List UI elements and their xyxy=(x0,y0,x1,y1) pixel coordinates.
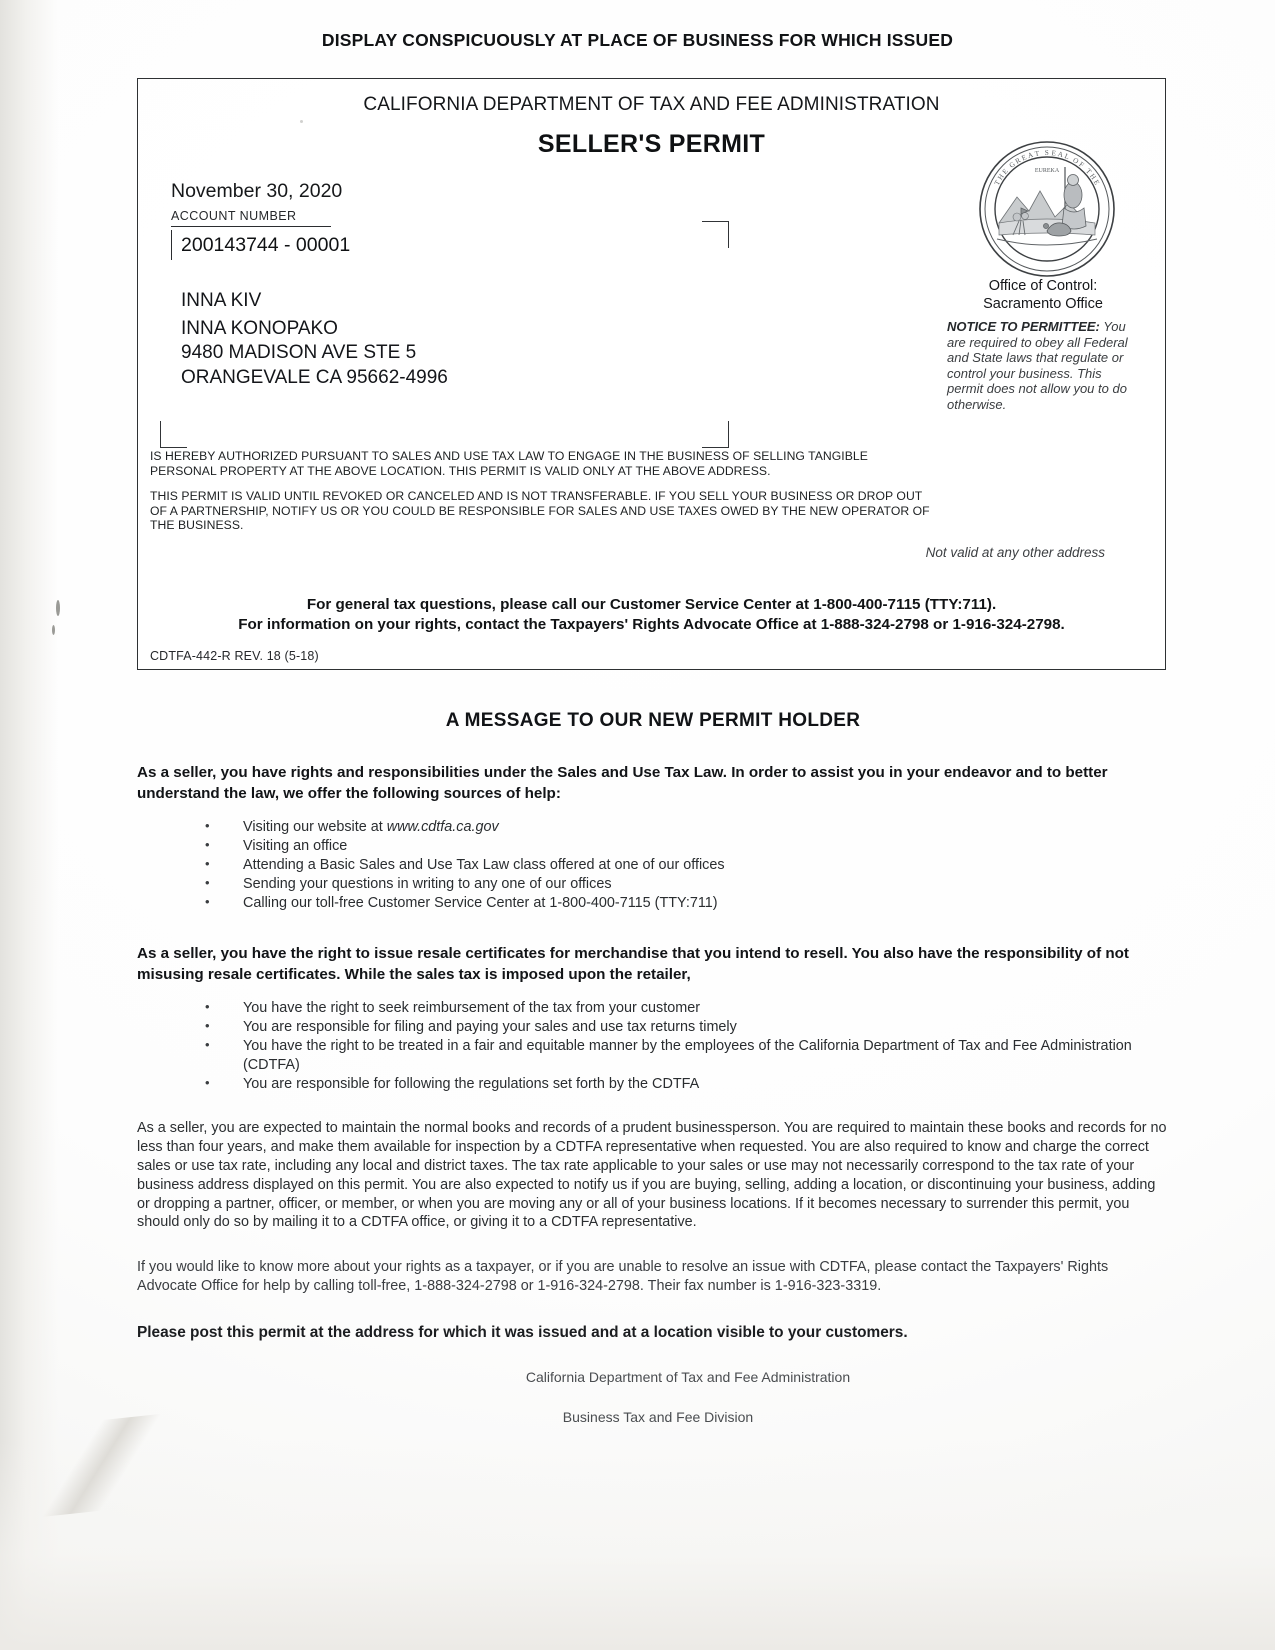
sellers-permit-card xyxy=(137,78,1166,670)
permittee-street: 9480 MADISON AVE STE 5 xyxy=(181,342,417,363)
office-of-control-label: Office of Control: xyxy=(988,278,1098,294)
svg-text:A: A xyxy=(1026,150,1035,161)
permittee-business-name: INNA KONOPAKO xyxy=(181,317,338,339)
resale-certificates-paragraph: As a seller, you have the right to issue resale certificates for merchandise that you intend to resell. You also have the responsibility of not misusing resale certificates. While the sales tax is imposed upon the retailer, xyxy=(137,944,1129,983)
signature-division: Business Tax and Fee Division xyxy=(562,1408,754,1425)
list-item: • Calling our toll-free Customer Service Center at 1-800-400-7115 (TTY:711) xyxy=(205,894,1169,913)
account-number-value: 200143744 - 00001 xyxy=(171,230,350,260)
signature-department: California Department of Tax and Fee Administration xyxy=(525,1368,851,1385)
authorization-paragraph-2: THIS PERMIT IS VALID UNTIL REVOKED OR CANCELED AND IS NOT TRANSFERABLE. IF YOU SELL YOUR BUSINESS OR DROP OUT OF A PARTNERSHIP, NOTIFY US OR YOU COULD BE RESPONSIBLE FOR SALES AND USE TAXES OWED BY THE NEW OPERATOR OF THE BUSINESS. xyxy=(150,489,930,533)
message-title: A MESSAGE TO OUR NEW PERMIT HOLDER xyxy=(445,710,861,731)
customer-service-line: For general tax questions, please call our Customer Service Center at 1-800-400-7115 (TTY:711). xyxy=(306,596,997,613)
svg-text:F: F xyxy=(1077,160,1086,170)
list-item: • You have the right to be treated in a fair and equitable manner by the employees of the California Department of Tax and Fee Administration (CDTFA) xyxy=(205,1037,1169,1074)
svg-text:O: O xyxy=(1071,156,1081,166)
paper-crease xyxy=(26,1412,185,1517)
list-item: • You are responsible for following the regulations set forth by the CDTFA xyxy=(205,1075,1169,1094)
california-state-seal xyxy=(977,139,1117,284)
svg-text:A: A xyxy=(1056,150,1065,160)
svg-text:T: T xyxy=(1084,167,1094,176)
scan-edge-shadow xyxy=(0,0,58,1650)
svg-text:G: G xyxy=(1007,159,1018,170)
seller-rights-list xyxy=(137,999,1169,1093)
permit-contact-info xyxy=(138,595,1165,635)
permit-holder-message xyxy=(137,695,1169,1426)
list-item: • Sending your questions in writing to any one of our offices xyxy=(205,875,1169,894)
svg-text:R: R xyxy=(1013,156,1023,166)
display-banner: DISPLAY CONSPICUOUSLY AT PLACE OF BUSINESS FOR WHICH ISSUED xyxy=(321,30,954,50)
authorization-paragraph-1: IS HEREBY AUTHORIZED PURSUANT TO SALES AND USE TAX LAW TO ENGAGE IN THE BUSINESS OF SELLING TANGIBLE PERSONAL PROPERTY AT THE ABOVE LOCATION. THIS PERMIT IS VALID ONLY AT THE ABOVE ADDRESS. xyxy=(150,449,868,478)
svg-text:EUREKA: EUREKA xyxy=(1034,168,1060,174)
crop-mark-bottom-left xyxy=(160,421,187,448)
svg-text:L: L xyxy=(1063,152,1071,162)
list-item: • Attending a Basic Sales and Use Tax Law class offered at one of our offices xyxy=(205,856,1169,875)
form-number: CDTFA-442-R REV. 18 (5-18) xyxy=(150,649,319,663)
not-valid-note: Not valid at any other address xyxy=(925,545,1105,560)
scan-speck xyxy=(52,625,55,635)
scan-speck xyxy=(56,600,60,616)
permit-title: SELLER'S PERMIT xyxy=(537,130,766,158)
permittee-name: INNA KIV xyxy=(181,290,262,311)
issue-date: November 30, 2020 xyxy=(171,180,343,202)
help-sources-list xyxy=(137,818,1169,913)
agency-name: CALIFORNIA DEPARTMENT OF TAX AND FEE ADMINISTRATION xyxy=(363,94,940,115)
svg-text:E: E xyxy=(1000,167,1010,176)
office-of-control xyxy=(957,277,1129,313)
office-of-control-value: Sacramento Office xyxy=(983,296,1103,312)
books-and-records-paragraph: As a seller, you are expected to maintain the normal books and records of a prudent businessperson. You are required to maintain these books and records for no less than four years, and make them available for inspection by a CDTFA representative when requested. You are also required to know and charge the correct sales or use tax rate, including any local and district taxes. The tax rate applicable to your sales or use may not necessarily correspond to the tax rate of your business address displayed on this permit. You are also expected to notify us if you are buying, selling, adding a location, or discontinuing your business, adding or dropping a partner, officer, or member, or when you are moving any or all of your business locations. If it becomes necessary to surrender this permit, you should only do so by mailing it to a CDTFA office, or giving it to a CDTFA representative. xyxy=(137,1120,1167,1231)
svg-text:T: T xyxy=(1034,149,1041,159)
scan-bottom-shadow xyxy=(0,1440,1275,1650)
list-item: • Visiting an office xyxy=(205,837,1169,856)
website-url: www.cdtfa.ca.gov xyxy=(386,819,499,835)
svg-text:E: E xyxy=(1091,178,1102,187)
notice-heading: NOTICE TO PERMITTEE: xyxy=(947,319,1100,334)
crop-mark-top-right xyxy=(702,221,729,248)
list-item xyxy=(205,818,1169,837)
list-item: • You have the right to seek reimbursement of the tax from your customer xyxy=(205,999,1169,1018)
bullet-text: Visiting our website at xyxy=(243,819,387,835)
permittee-address-block xyxy=(174,289,719,415)
notice-body: You are required to obey all Federal and State laws that regulate or control your business. This permit does not allow you to do otherwise. xyxy=(947,319,1128,412)
message-intro: As a seller, you have rights and responsibilities under the Sales and Use Tax Law. In order to assist you in your endeavor and to better understand the law, we offer the following sources of help: xyxy=(137,764,1108,802)
svg-text:T: T xyxy=(992,178,1003,187)
svg-text:E: E xyxy=(1050,149,1057,158)
svg-text:H: H xyxy=(1087,172,1098,182)
signature-block xyxy=(137,1368,1169,1426)
notice-to-permittee xyxy=(947,319,1137,412)
taxpayer-advocate-paragraph: If you would like to know more about your rights as a taxpayer, or if you are unable to resolve an issue with CDTFA, please contact the Taxpayers' Rights Advocate Office for help by calling toll-free, 1-888-324-2798 or 1-916-324-2798. Their fax number is 1-916-323-3319. xyxy=(137,1259,1109,1295)
svg-text:E: E xyxy=(1020,153,1029,163)
svg-text:H: H xyxy=(996,172,1007,182)
account-number-label: ACCOUNT NUMBER xyxy=(171,209,331,227)
post-permit-notice: Please post this permit at the address for which it was issued and at a location visible to your customers. xyxy=(137,1323,908,1341)
taxpayer-advocate-line: For information on your rights, contact the Taxpayers' Rights Advocate Office at 1-888-324-2798 or 1-916-324-2798. xyxy=(238,616,1065,633)
permittee-city-state-zip: ORANGEVALE CA 95662-4996 xyxy=(181,366,448,388)
crop-mark-bottom-right xyxy=(702,421,729,448)
svg-text:S: S xyxy=(1044,149,1050,157)
list-item: • You are responsible for filing and paying your sales and use tax returns timely xyxy=(205,1018,1169,1037)
